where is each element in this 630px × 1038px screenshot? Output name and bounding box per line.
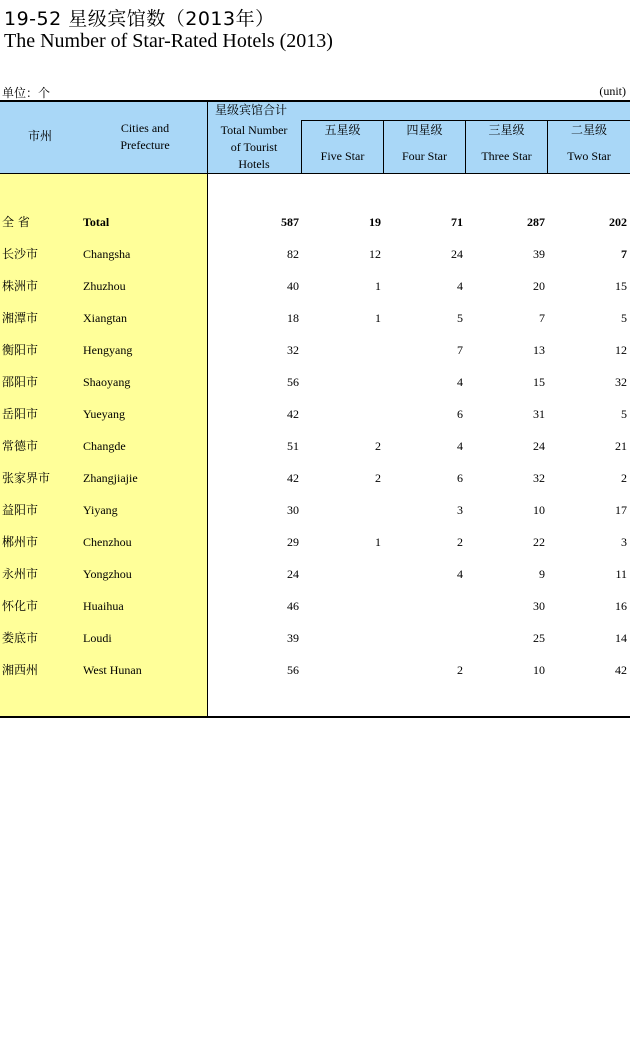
table-row (0, 628, 630, 660)
header-four-en: Four Star (402, 149, 447, 163)
three-star-value: 287 (527, 215, 545, 229)
three-star-value: 24 (533, 439, 545, 453)
five-star-value: 2 (375, 439, 381, 453)
header-total-en-2: of Tourist (230, 140, 278, 154)
header-four-cn: 四星级 (406, 123, 443, 137)
four-star-value: 5 (457, 311, 463, 325)
region-name-en: Hengyang (83, 343, 133, 357)
header-subrule (301, 120, 630, 121)
four-star-value: 6 (457, 471, 463, 485)
three-star-value: 22 (533, 535, 545, 549)
region-name-en: Chenzhou (83, 535, 132, 549)
header-total-en-1: Total Number (220, 123, 288, 137)
region-name-cn: 常德市 (2, 439, 39, 453)
unit-label-cn: 单位：个 (2, 86, 51, 100)
five-star-value: 1 (375, 279, 381, 293)
three-star-value: 25 (533, 631, 545, 645)
two-star-value: 14 (615, 631, 627, 645)
five-star-value: 19 (369, 215, 381, 229)
total-value: 42 (287, 407, 299, 421)
total-value: 82 (287, 247, 299, 261)
total-value: 42 (287, 471, 299, 485)
table-row (0, 500, 630, 532)
table-row (0, 308, 630, 340)
two-star-value: 16 (615, 599, 627, 613)
three-star-value: 7 (539, 311, 545, 325)
four-star-value: 4 (457, 567, 463, 581)
two-star-value: 17 (615, 503, 627, 517)
header-five-cn: 五星级 (324, 123, 361, 137)
region-name-cn: 怀化市 (2, 599, 39, 613)
region-name-cn: 娄底市 (2, 631, 39, 645)
three-star-value: 32 (533, 471, 545, 485)
region-name-en: Total (83, 215, 110, 229)
region-name-cn: 岳阳市 (2, 407, 39, 421)
total-value: 39 (287, 631, 299, 645)
region-name-cn: 衡阳市 (2, 343, 39, 357)
table-row (0, 372, 630, 404)
two-star-value: 42 (615, 663, 627, 677)
four-star-value: 2 (457, 663, 463, 677)
region-name-cn: 长沙市 (2, 247, 39, 261)
four-star-value: 4 (457, 439, 463, 453)
region-name-en: Xiangtan (83, 311, 127, 325)
total-value: 56 (287, 375, 299, 389)
header-two-en: Two Star (567, 149, 611, 163)
three-star-value: 39 (533, 247, 545, 261)
five-star-value: 1 (375, 311, 381, 325)
region-name-en: Zhuzhou (83, 279, 126, 293)
five-star-value: 12 (369, 247, 381, 261)
three-star-value: 10 (533, 663, 545, 677)
two-star-value: 32 (615, 375, 627, 389)
table-bottom-rule (0, 716, 630, 718)
region-name-en: Yueyang (83, 407, 125, 421)
table-row (0, 468, 630, 500)
two-star-value: 7 (621, 247, 627, 261)
table-row (0, 532, 630, 564)
total-value: 18 (287, 311, 299, 325)
total-value: 32 (287, 343, 299, 357)
table-row (0, 212, 630, 244)
table-row (0, 436, 630, 468)
region-name-en: Changsha (83, 247, 131, 261)
region-name-en: Changde (83, 439, 126, 453)
three-star-value: 31 (533, 407, 545, 421)
total-value: 46 (287, 599, 299, 613)
total-value: 51 (287, 439, 299, 453)
five-star-value: 2 (375, 471, 381, 485)
total-value: 30 (287, 503, 299, 517)
header-five-en: Five Star (320, 149, 365, 163)
two-star-value: 202 (609, 215, 627, 229)
region-name-cn: 郴州市 (2, 535, 39, 549)
four-star-value: 2 (457, 535, 463, 549)
table-row (0, 564, 630, 596)
region-name-cn: 湘潭市 (2, 311, 39, 325)
total-value: 56 (287, 663, 299, 677)
two-star-value: 5 (621, 407, 627, 421)
region-name-en: Huaihua (83, 599, 124, 613)
header-city-en-1: Cities and (120, 121, 170, 135)
unit-label-en: (unit) (599, 84, 626, 98)
header-three-cn: 三星级 (488, 123, 525, 137)
region-name-cn: 益阳市 (2, 503, 39, 517)
header-total-en-3: Hotels (238, 157, 270, 171)
four-star-value: 4 (457, 279, 463, 293)
total-value: 40 (287, 279, 299, 293)
region-name-cn: 株洲市 (2, 279, 39, 293)
region-name-en: Loudi (83, 631, 112, 645)
two-star-value: 5 (621, 311, 627, 325)
five-star-value: 1 (375, 535, 381, 549)
header-city-cn: 市州 (27, 129, 52, 143)
header-total-cn: 星级宾馆合计 (215, 103, 288, 117)
two-star-value: 11 (615, 567, 627, 581)
region-name-cn: 邵阳市 (2, 375, 39, 389)
region-name-en: Yongzhou (83, 567, 132, 581)
table-row (0, 340, 630, 372)
three-star-value: 9 (539, 567, 545, 581)
three-star-value: 30 (533, 599, 545, 613)
region-name-cn: 永州市 (2, 567, 39, 581)
region-name-en: Zhangjiajie (83, 471, 138, 485)
region-name-cn: 湘西州 (2, 663, 39, 677)
total-value: 29 (287, 535, 299, 549)
two-star-value: 21 (615, 439, 627, 453)
four-star-value: 71 (451, 215, 463, 229)
two-star-value: 2 (621, 471, 627, 485)
four-star-value: 6 (457, 407, 463, 421)
two-star-value: 12 (615, 343, 627, 357)
region-name-en: West Hunan (83, 663, 142, 677)
region-name-cn: 张家界市 (2, 471, 51, 485)
table-row (0, 276, 630, 308)
header-top-rule (0, 100, 630, 102)
table-row (0, 660, 630, 692)
four-star-value: 7 (457, 343, 463, 357)
table-row (0, 596, 630, 628)
header-two-cn: 二星级 (570, 123, 607, 137)
total-value: 24 (287, 567, 299, 581)
two-star-value: 3 (621, 535, 627, 549)
table-row (0, 404, 630, 436)
four-star-value: 4 (457, 375, 463, 389)
four-star-value: 3 (457, 503, 463, 517)
region-name-en: Yiyang (83, 503, 118, 517)
header-city-en-2: Prefecture (120, 138, 170, 152)
table-row (0, 244, 630, 276)
two-star-value: 15 (615, 279, 627, 293)
three-star-value: 10 (533, 503, 545, 517)
three-star-value: 13 (533, 343, 545, 357)
four-star-value: 24 (451, 247, 463, 261)
page-title-cn: 19-52 星级宾馆数（2013年） (4, 8, 275, 30)
region-name-en: Shaoyang (83, 375, 131, 389)
three-star-value: 20 (533, 279, 545, 293)
region-name-cn: 全 省 (2, 215, 30, 229)
three-star-value: 15 (533, 375, 545, 389)
total-value: 587 (281, 215, 299, 229)
page-title-en: The Number of Star-Rated Hotels (2013) (4, 30, 333, 52)
header-three-en: Three Star (481, 149, 532, 163)
